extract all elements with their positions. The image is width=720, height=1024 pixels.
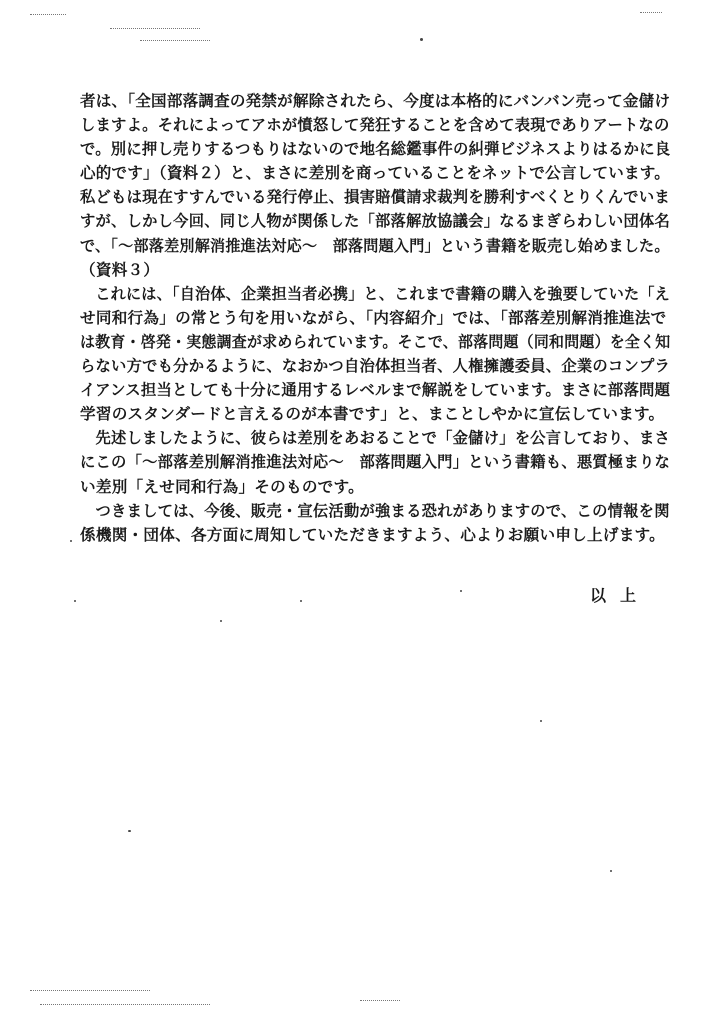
- text-line: で、「～部落差別解消推進法対応～ 部落問題入門」という書籍を販売し始めました。: [80, 236, 670, 255]
- scan-smudge: [140, 40, 210, 41]
- text-line: 先述しましたように、彼らは差別をあおることで「金儲け」を公言しており、まさ: [80, 429, 671, 448]
- closing-mark: 以上: [590, 586, 651, 605]
- scan-speck: [420, 38, 423, 41]
- text-line: しますよ。それによってアホが憤怒して発狂することを含めて表現でありアートなの: [80, 116, 670, 135]
- scan-smudge: [640, 12, 662, 13]
- scan-speck: [70, 540, 72, 542]
- scan-speck: [128, 830, 131, 832]
- text-line: すが、しかし今回、同じ人物が関係した「部落解放協議会」なるまぎらわしい団体名: [80, 212, 671, 231]
- text-line: は教育・啓発・実態調査が求められています。そこで、部落問題（同和問題）を全く知: [80, 332, 671, 351]
- scan-speck: [74, 600, 76, 602]
- scan-smudge: [30, 990, 150, 991]
- text-line: 心的です」（資料２）と、まさに差別を商っていることをネットで公言しています。: [80, 164, 671, 183]
- text-line: つきましては、今後、販売・宣伝活動が強まる恐れがありますので、この情報を関: [80, 501, 670, 520]
- text-line: い差別「えせ同和行為」そのものです。: [80, 477, 364, 496]
- text-line: らない方でも分かるように、なおかつ自治体担当者、人権擁護委員、企業のコンプラ: [80, 357, 671, 376]
- text-line: せ同和行為」の常とう句を用いながら、「内容紹介」では、「部落差別解消推進法で: [80, 308, 667, 327]
- text-line: 係機関・団体、各方面に周知していただきますよう、心よりお願い申し上げます。: [80, 525, 665, 544]
- text-line: 私どもは現在すすんでいる発行停止、損害賠償請求裁判を勝利すべくとりくんでいま: [80, 188, 670, 207]
- text-line: で。別に押し売りするつもりはないので地名総鑑事件の糾弾ビジネスよりはるかに良: [80, 140, 671, 159]
- scan-speck: [610, 870, 612, 872]
- body-text: [80, 89, 671, 547]
- text-line: にこの「～部落差別解消推進法対応～ 部落問題入門」という書籍も、悪質極まりな: [80, 453, 671, 472]
- text-line: 者は、「全国部落調査の発禁が解除されたら、今度は本格的にバンバン売って金儲け: [80, 92, 671, 110]
- scan-speck: [220, 620, 222, 622]
- text-line: 学習のスタンダードと言えるのが本書です」と、まことしやかに宣伝しています。: [80, 405, 665, 424]
- scan-smudge: [360, 1000, 400, 1001]
- text-line: イアンス担当としても十分に通用するレベルまで解説をしています。まさに部落問題: [80, 381, 671, 400]
- scan-speck: [460, 590, 462, 592]
- text-line: （資料３）: [80, 260, 160, 279]
- scan-speck: [540, 720, 542, 722]
- scan-speck: [300, 600, 302, 602]
- scan-smudge: [110, 28, 200, 29]
- text-line: これには、「自治体、企業担当者必携」と、これまで書籍の購入を強要していた「え: [80, 284, 670, 303]
- scan-smudge: [40, 1004, 210, 1005]
- scan-smudge: [30, 14, 66, 15]
